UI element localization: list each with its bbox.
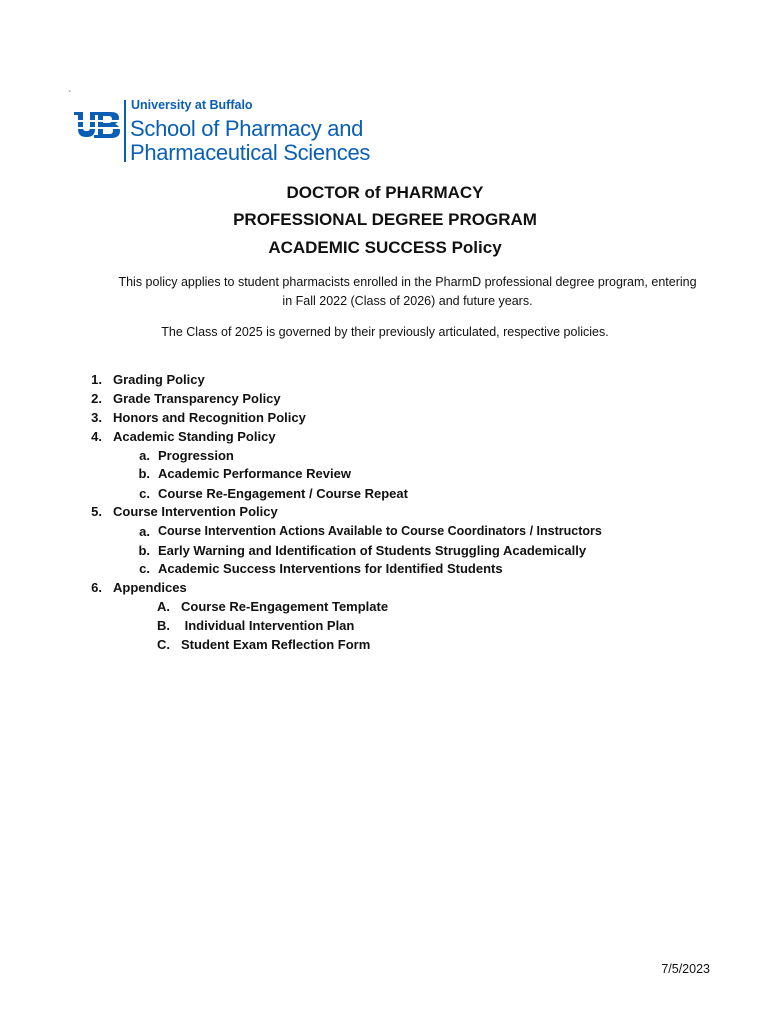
list-label: Early Warning and Identification of Students Struggling Academically: [158, 543, 587, 558]
logo-divider: [124, 100, 126, 162]
school-name-line1: School of Pharmacy and: [130, 116, 364, 141]
list-label: Progression: [158, 448, 234, 463]
list-label: Course Intervention Policy: [113, 504, 278, 519]
document-date: 7/5/2023: [661, 962, 710, 976]
list-number: a.: [139, 448, 150, 463]
university-name: University at Buffalo: [131, 98, 253, 112]
intro-line-1: This policy applies to student pharmacists enrolled in the PharmD professional degree program, entering: [118, 275, 697, 289]
list-number: b.: [138, 543, 150, 558]
list-label: Course Intervention Actions Available to Course Coordinators / Instructors: [158, 524, 602, 538]
list-label: Grade Transparency Policy: [113, 391, 281, 406]
list-label: Individual Intervention Plan: [181, 618, 355, 633]
list-number: c.: [139, 486, 150, 501]
intro-line-2: in Fall 2022 (Class of 2026) and future years.: [282, 294, 533, 308]
title-line-3: ACADEMIC SUCCESS Policy: [268, 238, 502, 257]
title-line-1: DOCTOR of PHARMACY: [286, 183, 484, 202]
list-number: 2.: [91, 391, 102, 406]
list-number: b.: [138, 466, 150, 481]
list-number: 6.: [91, 580, 102, 595]
ub-pharmacy-logo: [74, 98, 374, 166]
list-number: 1.: [91, 372, 102, 387]
list-label: Course Re-Engagement / Course Repeat: [158, 486, 408, 501]
list-number: c.: [139, 561, 150, 576]
list-number: 3.: [91, 410, 102, 425]
list-label: Academic Success Interventions for Identified Students: [158, 561, 503, 576]
list-label: Academic Standing Policy: [113, 429, 276, 444]
intro-paragraph: [100, 273, 715, 311]
list-label: Honors and Recognition Policy: [113, 410, 306, 425]
list-label: Appendices: [113, 580, 187, 595]
stray-mark: `: [68, 90, 72, 101]
list-label: Course Re-Engagement Template: [181, 599, 389, 614]
list-number: 5.: [91, 504, 102, 519]
list-number: 4.: [91, 429, 102, 444]
list-label: Grading Policy: [113, 372, 205, 387]
title-line-2: PROFESSIONAL DEGREE PROGRAM: [233, 210, 537, 229]
list-number: a.: [139, 524, 150, 539]
list-number: B.: [157, 618, 170, 633]
class-2025-note: The Class of 2025 is governed by their previously articulated, respective policies.: [161, 325, 609, 339]
ub-logo-icon: [74, 112, 120, 138]
list-number: A.: [157, 599, 170, 614]
school-name-line2: Pharmaceutical Sciences: [130, 140, 371, 165]
list-label: Academic Performance Review: [158, 466, 351, 481]
list-label: Student Exam Reflection Form: [181, 637, 371, 652]
list-number: C.: [157, 637, 170, 652]
